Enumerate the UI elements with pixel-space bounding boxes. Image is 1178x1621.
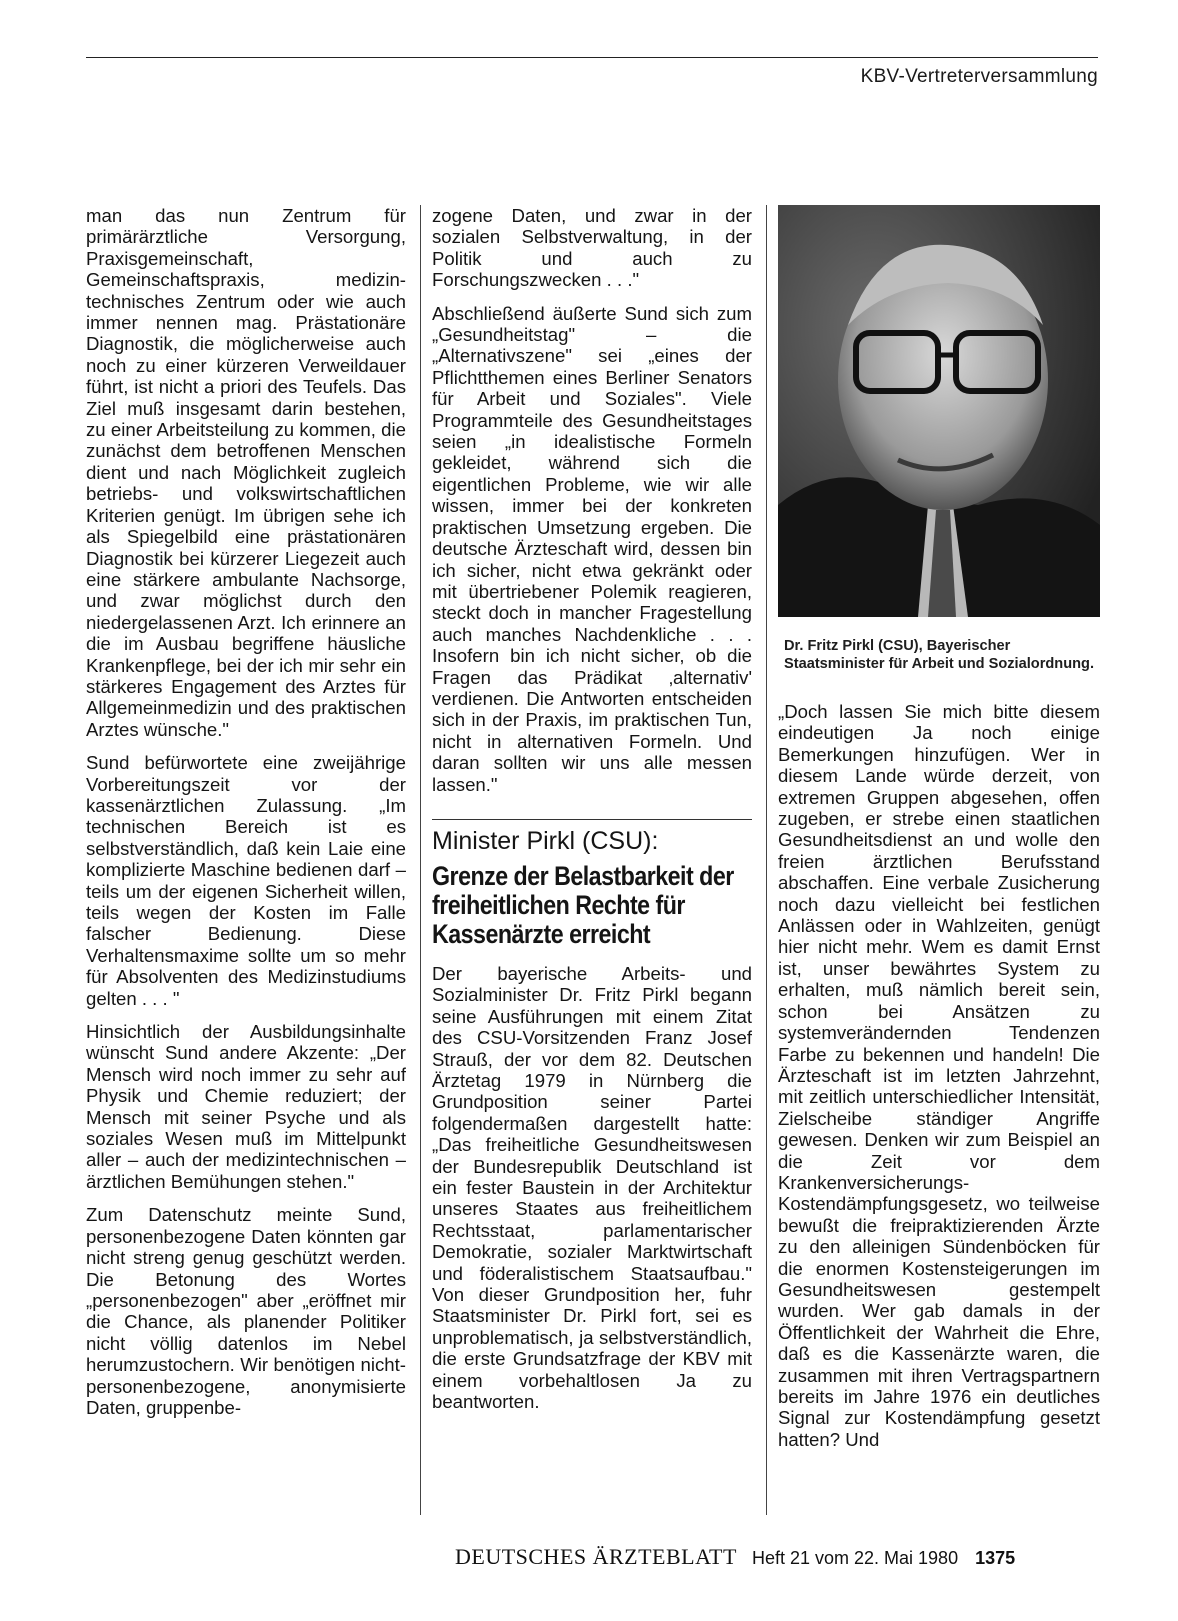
journal-name: DEUTSCHES ÄRZTEBLATT bbox=[455, 1544, 737, 1569]
paragraph: „Doch lassen Sie mich bitte diesem eindeutigen Ja noch einige Bemerkungen hinzufügen. Wer in diesem Lande würde derzeit, von extremen Gruppen abgesehen, offen zugeben, er strebe einen staatlichen Gesundheitsdienst an und wolle den freien ärztlichen Berufsstand abschaffen. Eine verbale Zusicherung noch dazu vielleicht bei festlichen Anlässen oder in Wahlzeiten, genügt hier nicht mehr. Wem es damit Ernst ist, unser bewährtes System zu erhalten, muß nämlich bereit sein, schon bei Ansätzen zu systemverändernden Tendenzen Farbe zu bekennen und handeln! Die Ärzteschaft ist im letzten Jahrzehnt, mit zeitlich unterschiedlicher Intensität, Zielscheibe ständiger Angriffe gewesen. Denken wir zum Beispiel an die Zeit vor dem Krankenversicherungs-Kostendämpfungsgesetz, wo teilweise bewußt die freipraktizierenden Ärzte zu den alleinigen Sündenböcken für die enormen Kostensteigerungen im Gesundheitswesen gestempelt wurden. Wer gab damals in der Öffentlichkeit der Wahrheit die Ehre, daß es die Kassenärzte waren, die zusammen mit ihren Vertragspartnern bereits im Jahre 1976 ein deutliches Signal zur Kostendämpfung gesetzt hatten? Und bbox=[778, 701, 1100, 1450]
article-column-1 bbox=[86, 205, 406, 1515]
paragraph: Sund befürwortete eine zweijährige Vorbereitungszeit vor der kassenärztlichen Zulassung. „Im technischen Bereich ist es selbstverständlich, daß kein Laie eine komplizierte Maschine bedienen darf – teils um der eigenen Sicherheit willen, teils wegen der Kosten im Falle falscher Bedienung. Diese Verhaltensmaxime sollte um so mehr für Absolventen des Medizinstudiums gelten . . . " bbox=[86, 752, 406, 1009]
article-column-3 bbox=[778, 205, 1100, 1515]
section-headline: Grenze der Belastbarkeit der freiheitlichen Rechte für Kassenärzte erreicht bbox=[432, 860, 734, 949]
column-divider-left bbox=[420, 205, 421, 1515]
portrait-photo-icon bbox=[778, 205, 1100, 617]
issue-info: Heft 21 vom 22. Mai 1980 bbox=[751, 1548, 959, 1568]
photo-caption: Dr. Fritz Pirkl (CSU), Bayerischer Staatsminister für Arbeit und Sozialordnung. bbox=[784, 638, 1095, 672]
section-label: KBV-Vertreterversammlung bbox=[860, 66, 1098, 87]
page-footer bbox=[455, 1544, 1015, 1570]
paragraph: Abschließend äußerte Sund sich zum „Gesundheitstag" – die „Alternativszene" sei „eines der Pflichtthemen eines Berliner Senators für Arbeit und Soziales". Viele Programmteile des Gesundheitstages seien „in idealistische Formeln gekleidet, während sich die eigentlichen Probleme, wie wir alle wissen, immer bei der konkreten praktischen Umsetzung ergeben. Die deutsche Ärzteschaft wird, dessen bin ich sicher, nicht etwa gekränkt oder mit übertriebener Polemik reagieren, steckt doch in mancher Fragestellung auch manches Nachdenkliche . . . Insofern bin ich nicht sicher, ob die Fragen das Prädikat ‚alternativ' verdienen. Die Antworten entscheiden sich in der Praxis, im praktischen Tun, nicht in alternativen Formeln. Und daran sollten wir uns alle messen lassen." bbox=[432, 302, 752, 795]
paragraph: zogene Daten, und zwar in der sozialen Selbstverwaltung, in der Politik und auch zu Forschungszwecken . . ." bbox=[432, 205, 752, 291]
paragraph: man das nun Zentrum für primärärztliche Versorgung, Praxisgemeinschaft, Gemeinschaftspraxis, medizin-technisches Zentrum oder wie auch immer nennen mag. Prästationäre Diagnostik, die möglicherweise auch noch zu einer kürzeren Verweildauer führt, ist nicht a priori des Teufels. Das Ziel muß insgesamt darin bestehen, zu einer Arbeitsteilung zu kommen, die zunächst dem betroffenen Menschen dient und nach Möglichkeit zugleich betriebs- und volkswirtschaftlichen Kriterien genügt. Im übrigen sehe ich als Spiegelbild eine prästationären Diagnostik bei kürzerer Liegezeit auch eine stärkere ambulante Nachsorge, und zwar möglichst durch den niedergelassenen Arzt. Ich erinnere an die im Ausbau begriffene häusliche Krankenpflege, bei der ich mir sehr ein stärkeres Engagement des Arztes für Allgemeinmedizin und des praktischen Arztes wünsche." bbox=[86, 205, 406, 740]
page-number: 1375 bbox=[975, 1548, 1016, 1568]
section-subhead: Minister Pirkl (CSU): bbox=[432, 819, 752, 856]
portrait-photo bbox=[778, 205, 1100, 617]
column-divider-right bbox=[766, 205, 767, 1515]
paragraph: Der bayerische Arbeits- und Sozialminister Dr. Fritz Pirkl begann seine Ausführungen mit einem Zitat des CSU-Vorsitzenden Franz Josef Strauß, der vor dem 82. Deutschen Ärztetag 1979 in Nürnberg die Grundposition seiner Partei folgendermaßen dargestellt hatte: „Das freiheitliche Gesundheitswesen der Bundesrepublik Deutschland ist ein fester Baustein in der Architektur unseres Staates aus freiheitlichem Rechtsstaat, parlamentarischer Demokratie, sozialer Marktwirtschaft und föderalistischem Staatsaufbau." Von dieser Grundposition her, fuhr Staatsminister Dr. Pirkl fort, sei es unproblematisch, ja selbstverständlich, die erste Grundsatzfrage der KBV mit einem vorbehaltlosen Ja zu beantworten. bbox=[432, 962, 752, 1413]
paragraph: Hinsichtlich der Ausbildungsinhalte wünscht Sund andere Akzente: „Der Mensch wird noch immer zu sehr auf Physik und Chemie reduziert; der Mensch mit seiner Psyche und als soziales Wesen muß im Mittelpunkt aller – auch der medizintechnischen – ärztlichen Bemühungen stehen." bbox=[86, 1021, 406, 1192]
top-rule bbox=[86, 57, 1098, 58]
paragraph: Zum Datenschutz meinte Sund, personenbezogene Daten könnten gar nicht streng genug geschützt werden. Die Betonung des Wortes „personenbezogen" aber „eröffnet mir die Chance, als planender Politiker nicht völlig datenlos im Nebel herumzustochern. Wir benötigen nicht-personenbezogene, anonymisierte Daten, gruppenbe- bbox=[86, 1204, 406, 1418]
article-column-2 bbox=[432, 205, 752, 1515]
